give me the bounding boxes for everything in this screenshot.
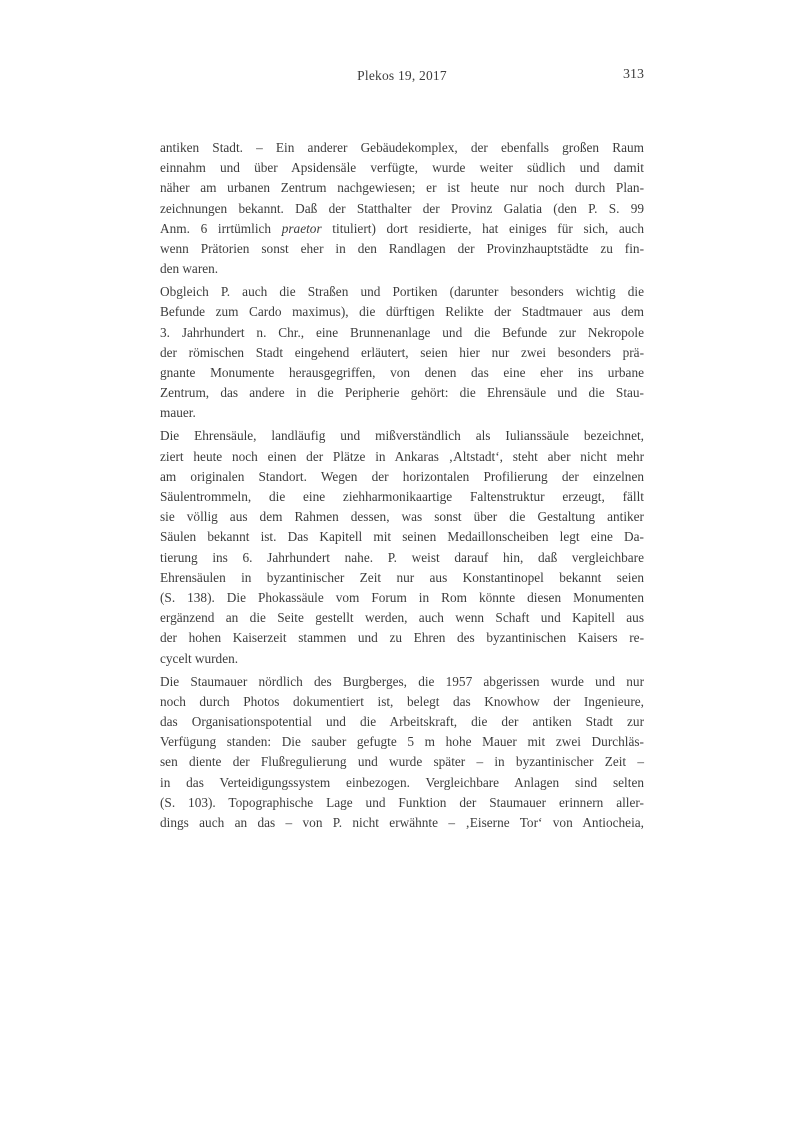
text-run: (S. 138). Die Phokassäule vom Forum in Rom könnte diesen Monumenten bbox=[160, 590, 644, 606]
text-run: antiken Stadt. – Ein anderer Gebäudekomplex, der ebenfalls großen Raum bbox=[160, 140, 644, 155]
text-run: tituliert) dort residierte, hat einiges für sich, auch bbox=[321, 220, 644, 236]
text-line bbox=[160, 302, 644, 322]
text-line bbox=[160, 548, 644, 568]
text-run: das Organisationspotential und die Arbeitskraft, die der antiken Stadt zur bbox=[160, 714, 644, 730]
text-run: 3. Jahrhundert n. Chr., eine Brunnenanlage und die Befunde zur Nekropole bbox=[160, 324, 644, 340]
text-line bbox=[160, 158, 644, 178]
paragraph bbox=[160, 138, 644, 279]
text-run: zeichnungen bekannt. Daß der Statthalter der Provinz Galatia (den P. S. 99 bbox=[160, 200, 644, 216]
text-line bbox=[160, 487, 644, 507]
text-run: tierung ins 6. Jahrhundert nahe. P. weist darauf hin, daß vergleichbare bbox=[160, 549, 644, 565]
paragraph bbox=[160, 426, 644, 668]
text-run: Säulentrommeln, die eine ziehharmonikaartige Faltenstruktur erzeugt, fällt bbox=[160, 489, 644, 505]
text-run: Die Staumauer nördlich des Burgberges, die 1957 abgerissen wurde und nur bbox=[160, 673, 644, 689]
text-run: Säulen bekannt ist. Das Kapitell mit seinen Medaillonscheiben legt eine Da- bbox=[160, 529, 644, 545]
text-run: (S. 103). Topographische Lage und Funktion der Staumauer erinnern aller- bbox=[160, 794, 644, 810]
text-run: cycelt wurden. bbox=[160, 650, 239, 666]
text-line bbox=[160, 447, 644, 467]
text-run: dings auch an das – von P. nicht erwähnte – ‚Eiserne Tor‘ von Antiocheia, bbox=[160, 815, 644, 831]
text-line bbox=[160, 219, 644, 239]
text-run: noch durch Photos dokumentiert ist, belegt das Knowhow der Ingenieure, bbox=[160, 693, 644, 709]
text-line bbox=[160, 712, 644, 732]
text-run: einnahm und über Apsidensäle verfügte, wurde weiter südlich und damit bbox=[160, 160, 644, 176]
page-number: 313 bbox=[623, 67, 644, 82]
text-line bbox=[160, 239, 644, 259]
text-line bbox=[160, 507, 644, 527]
text-run: ziert heute noch einen der Plätze in Ankaras ‚Altstadt‘, steht aber nicht mehr bbox=[160, 448, 644, 464]
text-line bbox=[160, 383, 644, 403]
text-run: Die Ehrensäule, landläufig und mißverständlich als Iulianssäule bezeichnet, bbox=[160, 428, 644, 444]
text-run: Obgleich P. auch die Straßen und Portiken (darunter besonders wichtig die bbox=[160, 284, 644, 300]
text-run: der römischen Stadt eingehend erläutert, seien hier nur zwei besonders prä- bbox=[160, 344, 644, 360]
text-run: Zentrum, das andere in die Peripherie gehört: die Ehrensäule und die Stau- bbox=[160, 385, 644, 401]
text-run: den waren. bbox=[160, 261, 219, 277]
latin-term-italic: praetor bbox=[281, 220, 322, 236]
running-header-journal-title: Plekos 19, 2017 bbox=[357, 68, 447, 83]
text-line bbox=[160, 813, 644, 833]
text-line bbox=[160, 793, 644, 813]
text-run: Befunde zum Cardo maximus), die dürftigen Relikte der Stadtmauer aus dem bbox=[160, 304, 644, 320]
text-run: Verfügung standen: Die sauber gefugte 5 m hohe Mauer mit zwei Durchläs- bbox=[160, 734, 644, 750]
text-line bbox=[160, 426, 644, 446]
text-run: näher am urbanen Zentrum nachgewiesen; er ist heute nur noch durch Plan- bbox=[160, 180, 644, 196]
text-line bbox=[160, 588, 644, 608]
text-line bbox=[160, 649, 644, 669]
text-run: der hohen Kaiserzeit stammen und zu Ehren des byzantinischen Kaisers re- bbox=[160, 630, 644, 646]
text-line bbox=[160, 692, 644, 712]
text-line bbox=[160, 527, 644, 547]
text-line bbox=[160, 138, 644, 158]
text-line bbox=[160, 568, 644, 588]
text-run: am originalen Standort. Wegen der horizontalen Profilierung der einzelnen bbox=[160, 468, 644, 484]
text-line bbox=[160, 323, 644, 343]
text-line bbox=[160, 343, 644, 363]
text-line bbox=[160, 363, 644, 383]
paragraph bbox=[160, 672, 644, 834]
text-line bbox=[160, 773, 644, 793]
text-block bbox=[160, 138, 644, 836]
text-line bbox=[160, 628, 644, 648]
text-line bbox=[160, 199, 644, 219]
text-line bbox=[160, 403, 644, 423]
text-line bbox=[160, 732, 644, 752]
paragraph bbox=[160, 282, 644, 423]
text-run: in das Verteidigungssystem einbezogen. Vergleichbare Anlagen sind selten bbox=[160, 774, 644, 790]
text-line bbox=[160, 178, 644, 198]
text-run: ergänzend an die Seite gestellt werden, auch wenn Schaft und Kapitell aus bbox=[160, 610, 644, 626]
text-line bbox=[160, 608, 644, 628]
text-line bbox=[160, 752, 644, 772]
text-run: mauer. bbox=[160, 405, 196, 421]
text-run: sie völlig aus dem Rahmen dessen, was sonst über die Gestaltung antiker bbox=[160, 509, 644, 525]
text-run: gnante Monumente herausgegriffen, von denen das eine eher ins urbane bbox=[160, 365, 644, 381]
text-line bbox=[160, 672, 644, 692]
text-run: sen diente der Flußregulierung und wurde später – in byzantinischer Zeit – bbox=[160, 754, 644, 770]
text-run: Anm. 6 irrtümlich bbox=[160, 220, 282, 236]
text-line bbox=[160, 259, 644, 279]
text-line bbox=[160, 467, 644, 487]
text-run: Ehrensäulen in byzantinischer Zeit nur aus Konstantinopel bekannt seien bbox=[160, 569, 644, 585]
text-line bbox=[160, 282, 644, 302]
text-run: wenn Prätorien sonst eher in den Randlagen der Provinzhauptstädte zu fin- bbox=[160, 241, 644, 257]
